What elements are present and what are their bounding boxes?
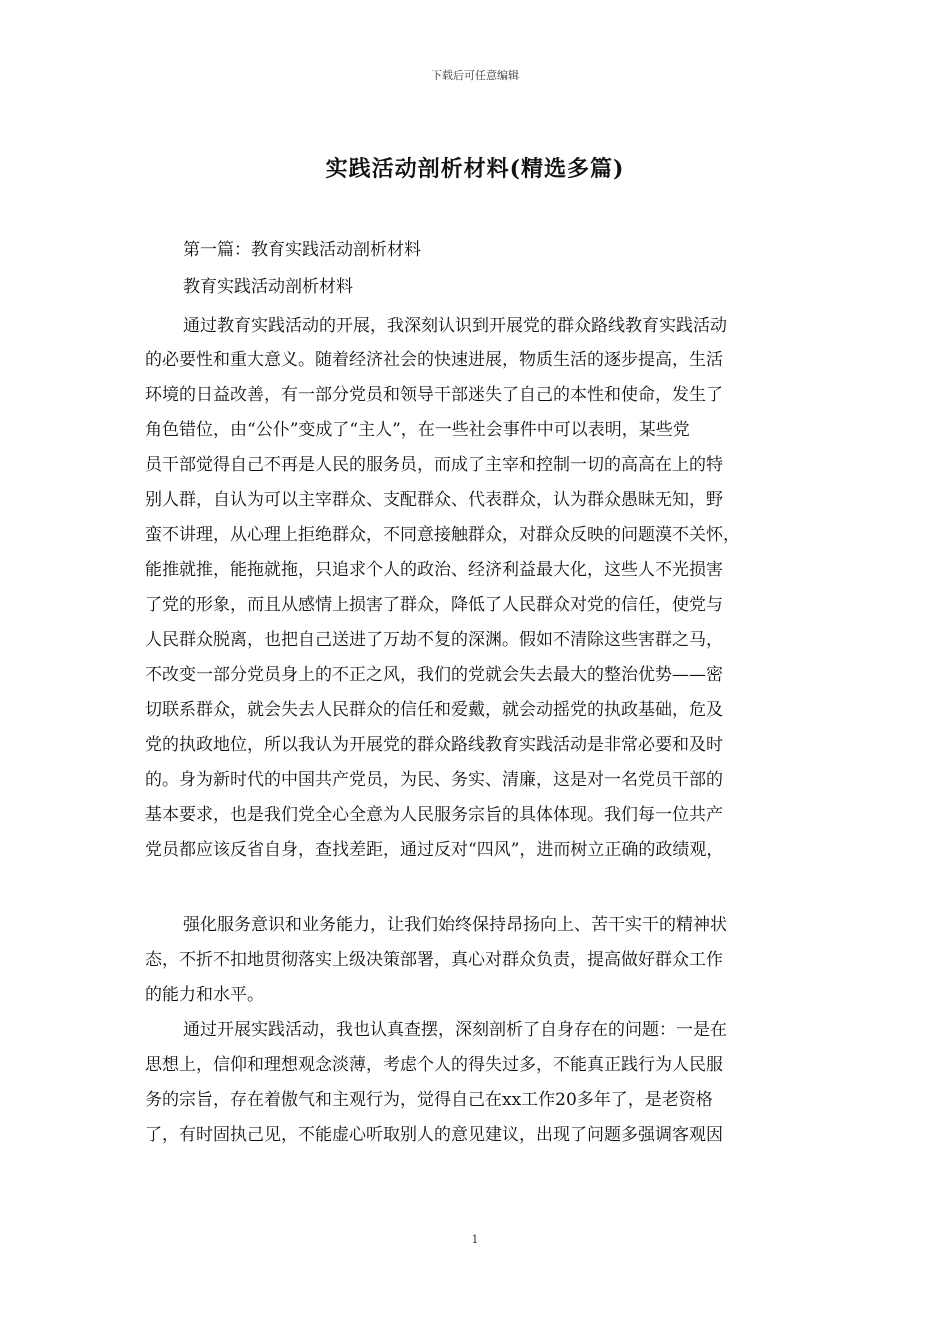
paragraph-line: 的。身为新时代的中国共产党员，为民、务实、清廉，这是对一名党员干部的: [145, 770, 723, 790]
paragraph-line: 的能力和水平。: [145, 985, 264, 1005]
page-header: 下载后可任意编辑: [431, 69, 519, 82]
paragraph-line: 环境的日益改善，有一部分党员和领导干部迷失了自己的本性和使命，发生了: [145, 385, 723, 405]
paragraph-line: 人民群众脱离，也把自己送进了万劫不复的深渊。假如不清除这些害群之马，: [145, 630, 723, 650]
paragraph-line: 了，有时固执己见，不能虚心听取别人的意见建议，出现了问题多强调客观因: [145, 1125, 723, 1145]
paragraph-line: 党的执政地位，所以我认为开展党的群众路线教育实践活动是非常必要和及时: [145, 735, 723, 755]
section-subheading: 教育实践活动剖析材料: [183, 277, 353, 297]
paragraph-line: 通过教育实践活动的开展，我深刻认识到开展党的群众路线教育实践活动: [183, 316, 727, 336]
document-title: 实践活动剖析材料(精选多篇): [325, 156, 625, 182]
paragraph-line: 强化服务意识和业务能力，让我们始终保持昂扬向上、苦干实干的精神状: [183, 915, 727, 935]
paragraph-line: 基本要求，也是我们党全心全意为人民服务宗旨的具体体现。我们每一位共产: [145, 805, 723, 825]
paragraph-line: 通过开展实践活动，我也认真查摆，深刻剖析了自身存在的问题：一是在: [183, 1020, 727, 1040]
paragraph-line: 角色错位，由“公仆”变成了“主人”，在一些社会事件中可以表明，某些党: [145, 420, 690, 440]
paragraph-line: 的必要性和重大意义。随着经济社会的快速进展，物质生活的逐步提高，生活: [145, 350, 723, 370]
paragraph-line: 了党的形象，而且从感情上损害了群众，降低了人民群众对党的信任，使党与: [145, 595, 723, 615]
paragraph-line: 不改变一部分党员身上的不正之风，我们的党就会失去最大的整治优势——密: [145, 665, 723, 685]
paragraph-line: 态，不折不扣地贯彻落实上级决策部署，真心对群众负责，提高做好群众工作: [145, 950, 723, 970]
paragraph-line: 务的宗旨，存在着傲气和主观行为，觉得自己在xx工作20多年了，是老资格: [145, 1090, 713, 1110]
paragraph-line: 党员都应该反省自身，查找差距，通过反对“四风”，进而树立正确的政绩观，: [145, 840, 724, 860]
paragraph-line: 切联系群众，就会失去人民群众的信任和爱戴，就会动摇党的执政基础，危及: [145, 700, 723, 720]
paragraph-line: 别人群，自认为可以主宰群众、支配群众、代表群众，认为群众愚昧无知，野: [145, 490, 723, 510]
section-heading: 第一篇：教育实践活动剖析材料: [183, 240, 421, 260]
paragraph-line: 能推就推，能拖就拖，只追求个人的政治、经济利益最大化，这些人不光损害: [145, 560, 723, 580]
paragraph-line: 蛮不讲理，从心理上拒绝群众，不同意接触群众，对群众反映的问题漠不关怀，: [145, 525, 740, 545]
page-number: 1: [471, 1233, 479, 1246]
paragraph-line: 思想上，信仰和理想观念淡薄，考虑个人的得失过多，不能真正践行为人民服: [145, 1055, 723, 1075]
paragraph-line: 员干部觉得自己不再是人民的服务员，而成了主宰和控制一切的高高在上的特: [145, 455, 723, 475]
